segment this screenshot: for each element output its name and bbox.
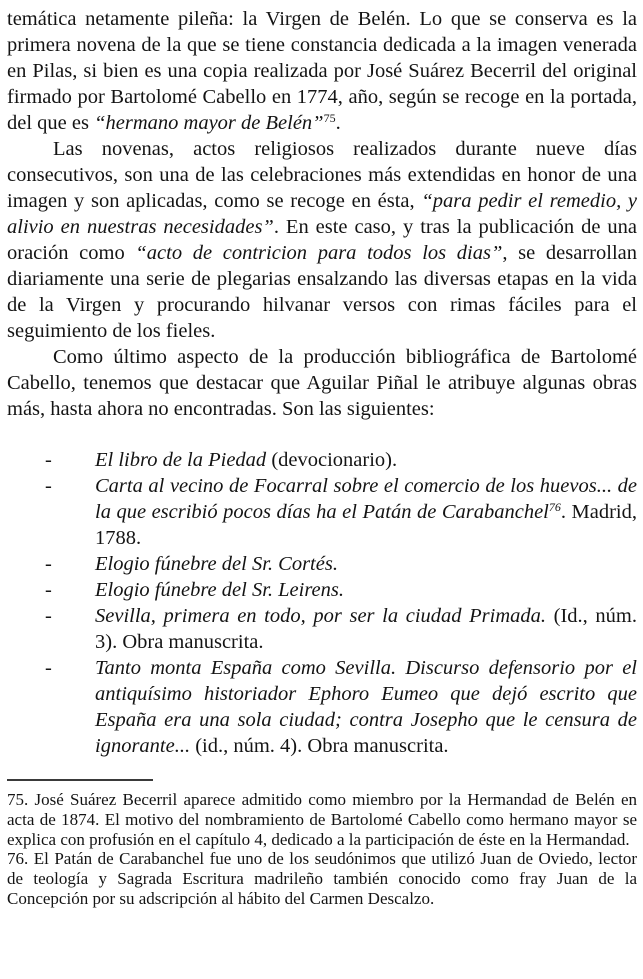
work-title: Elogio fúnebre del Sr. Cortés. <box>95 553 338 575</box>
work-title: Tanto monta España como Sevilla. Discurso defensorio por el antiquísimo historiador Ephoro Eumeo que dejó escrito que España era una sola ciudad; contra Josepho que le censura de ignorante... <box>95 657 637 757</box>
text-run: . Madrid, 1788. <box>95 501 637 549</box>
list-item <box>7 551 637 577</box>
text-run: , se desarrollan diariamente una serie de plegarias ensalzando las diversas etapas en la vida de la Virgen y procurando hilvanar versos con rimas fáciles para el seguimiento de los fieles. <box>7 242 637 342</box>
footnote-75: 75. José Suárez Becerril aparece admitido como miembro por la Hermandad de Belén en acta de 1874. El motivo del nombramiento de Bartolomé Cabello como hermano mayor se explica con profusión en el capítulo 4, dedicado a la participación de éste en la Hermandad. <box>7 790 637 849</box>
list-bullet: - <box>45 553 52 575</box>
text-run: (devocionario). <box>266 449 398 471</box>
list-bullet: - <box>45 657 52 679</box>
quoted-phrase: “para pedir el remedio, y alivio en nuestras necesidades” <box>7 190 637 238</box>
list-bullet: - <box>45 449 52 471</box>
quoted-phrase: “acto de contricion para todos los dias” <box>135 242 503 264</box>
work-title: Carta al vecino de Focarral sobre el comercio de los huevos... de la que escribió pocos días ha el Patán de Carabanchel <box>95 475 637 523</box>
footnote-separator <box>7 779 153 781</box>
text-run: Como último aspecto de la producción bibliográfica de Bartolomé Cabello, tenemos que destacar que Aguilar Piñal le atribuye algunas obras más, hasta ahora no encontradas. Son las siguientes: <box>7 346 637 420</box>
work-title: Sevilla, primera en todo, por ser la ciudad Primada. <box>95 605 547 627</box>
text-run: Las novenas, actos religiosos realizados durante nueve días consecutivos, son una de las celebraciones más extendidas en honor de una imagen y son aplicadas, como se recoge en ésta, <box>7 138 637 212</box>
text-run: temática netamente pileña: la Virgen de Belén. Lo que se conserva es la primera novena de la que se tiene constancia dedicada a la imagen venerada en Pilas, si bien es una copia realizada por José Suárez Becerril del original firmado por Bartolomé Cabello en 1774, año, según se recoge en la portada, del que es <box>7 8 637 134</box>
text-run: (id., núm. 4). Obra manuscrita. <box>190 735 449 757</box>
list-bullet: - <box>45 605 52 627</box>
list-bullet: - <box>45 579 52 601</box>
footnote-76: 76. El Patán de Carabanchel fue uno de los seudónimos que utilizó Juan de Oviedo, lector de teología y Sagrada Escritura madrileño también conocido como fray Juan de la Concepción por su adscripción al hábito del Carmen Descalzo. <box>7 849 637 908</box>
text-run: (Id., núm. 3). Obra manuscrita. <box>95 605 638 653</box>
list-bullet: - <box>45 475 52 497</box>
quoted-phrase: “hermano mayor de Belén” <box>94 112 324 134</box>
list-item <box>7 447 637 473</box>
footnote-ref-75: 75 <box>323 111 336 125</box>
footnote-ref-76: 76 <box>548 500 561 514</box>
list-item <box>7 577 637 603</box>
list-item <box>7 603 637 655</box>
work-title: Elogio fúnebre del Sr. Leirens. <box>95 579 345 601</box>
list-item <box>7 473 637 551</box>
text-run: . En este caso, y tras la publicación de una oración como <box>7 216 638 264</box>
paragraph-1 <box>7 6 637 136</box>
paragraph-3 <box>7 344 637 422</box>
list-item <box>7 655 637 759</box>
text-run: . <box>335 112 341 134</box>
work-title: El libro de la Piedad <box>95 449 267 471</box>
works-list <box>7 447 637 759</box>
footnotes-section <box>7 790 637 909</box>
paragraph-2 <box>7 136 637 344</box>
